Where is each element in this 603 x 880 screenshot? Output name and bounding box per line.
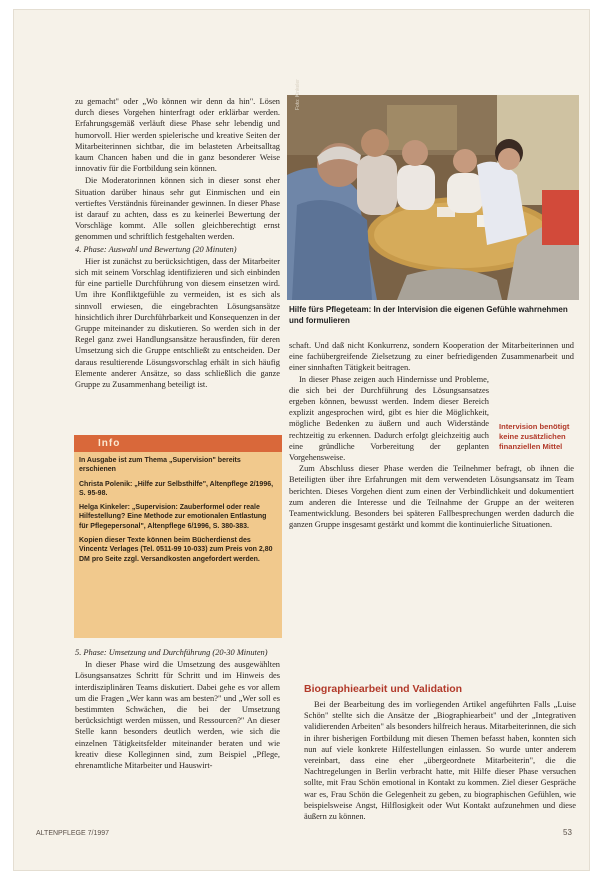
body-paragraph: In dieser Phase wird die Umsetzung des ausgewählten Lösungsansatzes Schritt für Schritt und im Hinweis des interdisziplinären Teams diskutiert. Dabei gehe es vor allem um die Fragen „Wer kann was am besten?" und „Wer soll es bestimmten Schwächen, die bei der Umsetzung berücksichtigt werden müssen, und Ressourcen?" An dieser Stelle kann besonders deutlich werden, wie sich die einzelnen Tätigkeitsfelder miteinander beraten und wie kreativ diese Kolleginnen sind, zum Beispiel „Pflege, ehrenamtliche Mitarbeiter und Hauswirt-: [75, 660, 280, 771]
phase-4-subhead: 4. Phase: Auswahl und Bewertung (20 Minuten): [75, 244, 237, 254]
team-meeting-photo: [287, 95, 579, 300]
info-box: [74, 435, 282, 638]
body-paragraph: Die Moderatorinnen können sich in dieser sonst eher Situation darüber hinaus sehr gut Einmischen und ein vertieftes Verständnis füreinander gewinnen. In dieser Phase ist darauf zu achten, dass es zu keinerlei Bewertung der Vorschläge kommt. Alle sollen gleichberechtigt ernst genommen und schriftlich festgehalten werden.: [75, 176, 280, 242]
body-paragraph: Zum Abschluss dieser Phase werden die Teilnehmer befragt, ob ihnen die Beteiligten über ihre Erfahrungen mit dem verwendeten Lösungsansatz im Team berichten. Dieses Vorgehen dient zum einen der Verbindlichkeit und dokumentiert zum anderen die Interesse und die Teilnahme der Gruppe an der weiteren Teamentwicklung. Besonders bei späteren Fallbesprechungen werden dadurch die ganzen Gruppe insgesamt gestärkt und kommt die kontinuierliche Situationen.: [289, 464, 574, 530]
info-item: Kopien dieser Texte können beim Bücherdienst des Vincentz Verlages (Tel. 0511-99 10-033) zum Preis von 2,80 DM pro Seite zzgl. Versandkosten angefordert werden.: [79, 537, 273, 563]
page-number: 53: [563, 828, 572, 837]
body-paragraph: Bei der Bearbeitung des im vorliegenden Artikel angeführten Falls „Luise Schön" stellte sich die Ansätze der „Biographiearbeit" und der „Integrativen validierenden Arbeiten" als besonders hilfreich heraus. Mitarbeiterinnen, die sich in ihrer bisherigen Fortbildung mit diesen Themen befasst haben, konnten sich nun auf viele konkrete Hilfestellungen einlassen. So wurde unter anderem vereinbart, dass eine eher „übergeordnete Mitarbeiterin", die die Nachtregelungen in Berlin verbracht hatte, mit Hilfe dieser Phase versuchen sollte, mit Frau Schön emotional in Kontakt zu kommen. Ziel dieser Gespräche war es, Frau Schön die Gelegenheit zu geben, zu biographischen Gefühlen, wie beispielsweise Angst, Hilflosigkeit oder Wut Kontakt aufzunehmen und diese äußern zu können.: [304, 700, 576, 822]
left-column: [75, 96, 280, 391]
photo-credit: Foto: Kinkeler: [295, 79, 301, 110]
footer-publication: ALTENPFLEGE 7/1997: [36, 830, 110, 837]
body-paragraph: schaft. Und daß nicht Konkurrenz, sondern Kooperation der Mitarbeiterinnen und eine fachübergreifende Zielsetzung zu einer befriedigenden Zusammenarbeit und einer sinnhaften Tätigkeit beitragen.: [289, 341, 574, 373]
phase-5-subhead: 5. Phase: Umsetzung und Durchführung (20-30 Minuten): [75, 648, 268, 657]
info-item: In Ausgabe ist zum Thema „Supervision" bereits erschienen: [79, 457, 241, 474]
photo-illustration: [287, 95, 579, 300]
info-box-title: Info: [74, 435, 282, 452]
left-column-bottom: [75, 647, 280, 772]
body-paragraph: Hier ist zunächst zu berücksichtigen, dass der Mitarbeiter sich mit seinem Vorschlag identifizieren und sich einbinden für eine partielle Durchführung von diesem einsetzen wird. Um ihre Konfliktgefühle zu vermeiden, ist es sich als sinnvoll erwiesen, die eingebrachten Lösungsansätze hinsichtlich ihrer Durchführbarkeit und Konsequenzen in der Gruppe miteinander zu diskutieren. So werden sich in der Regel ganz zwei Handlungsansätze herausfinden, für deren Umsetzung sich die Gruppe entschließt zu entscheiden. Der daraus resultierende Lösungsvorschlag erhält in sich häufig Elemente anderer Ansätze, so dass schließlich die ganze Gruppe zu Zusammenhang beteiligt ist.: [75, 256, 280, 390]
info-item: Christa Polenik: „Hilfe zur Selbsthilfe", Altenpflege 2/1996, S. 95-98.: [79, 480, 274, 497]
section-heading: Biographiearbeit und Validation: [304, 683, 463, 695]
section-body: [304, 699, 576, 823]
info-box-items: [79, 456, 277, 569]
body-paragraph: zu gemacht" oder „Wo können wir denn da hin". Lösen durch dieses Vorgehen hinterfragt oder erklärbar werden. Erfahrungsgemäß verläuft diese Phase sehr lebendig und humorvoll. Hier werden spielerische und kreative Seiten der Mitarbeiterinnen sichtbar, die im belasteten Arbeitsalltag kaum Chancen haben und die in ganz besonderer Weise innovativ für die Fortbildung sein können.: [75, 97, 280, 174]
body-paragraph: In dieser Phase zeigen auch Hindernisse und Probleme, die sich bei der Durchführung des Lösungsansatzes ergeben können, bewusst werden. Indem dieser Bereich explizit angesprochen wird, gibt es hier die Möglichkeit, mögliche Bedenken zu äußern und auch Widerstände rechtzeitig zu erkennen. Dadurch erfolgt gleichzeitig auch eine gründliche Vorbereitung der geplanten Vorgehensweise.: [289, 374, 489, 463]
info-item: Helga Kinkeler: „Supervision: Zauberformel oder reale Hilfestellung? Eine Methode zur emotionalen Entlastung für Pflegepersonal", Altenpflege 6/1996, S. 380-383.: [79, 504, 267, 530]
photo-caption: Hilfe fürs Pflegeteam: In der Intervision die eigenen Gefühle wahrnehmen und formulieren: [289, 305, 568, 325]
pull-quote: Intervision benötigt keine zusätzlichen finanziellen Mittel: [499, 422, 570, 451]
magazine-page: [14, 10, 589, 870]
